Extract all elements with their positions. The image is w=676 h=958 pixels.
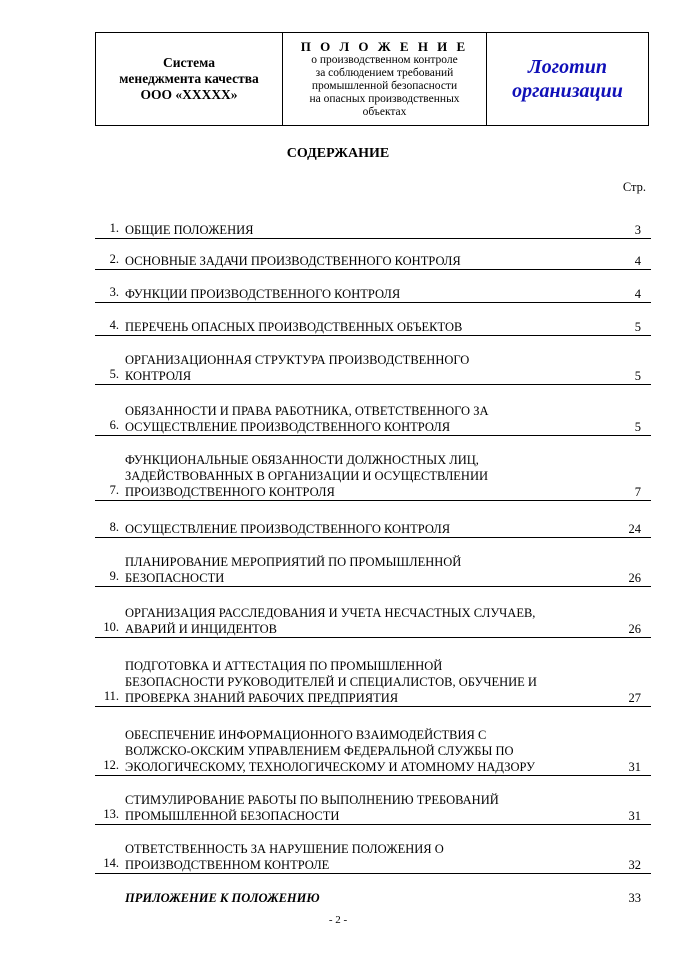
regulation-line-3: промышленной безопасности [311, 79, 458, 92]
logo-line-1: Логотип [528, 56, 607, 78]
toc-entry-title [125, 605, 621, 637]
logo-line-2: организации [512, 80, 623, 102]
toc-entry-title-line: ОСУЩЕСТВЛЕНИЕ ПРОИЗВОДСТВЕННОГО КОНТРОЛЯ [125, 522, 451, 536]
appendix-title: ПРИЛОЖЕНИЕ К ПОЛОЖЕНИЮ [125, 891, 320, 905]
toc-entry-number: 12. [103, 758, 119, 772]
toc-entry-page: 4 [634, 254, 641, 268]
toc-entry-number: 13. [103, 807, 119, 821]
toc-entry-title-line: ПРОИЗВОДСТВЕННОМ КОНТРОЛЕ [125, 858, 330, 872]
toc-entry-title-line: КОНТРОЛЯ [125, 369, 192, 383]
toc-entry-page: 32 [628, 858, 641, 872]
toc-entry-title [125, 727, 621, 775]
toc-entry-number: 8. [109, 520, 119, 534]
toc-entry-page: 26 [628, 571, 641, 585]
toc-entry [95, 792, 651, 825]
appendix-page: 33 [628, 891, 641, 905]
toc-entry [95, 222, 651, 239]
toc-entry [95, 727, 651, 776]
toc-entry-page: 5 [634, 320, 641, 334]
page-column-label: Стр. [622, 180, 646, 194]
toc-entry-number: 2. [109, 252, 119, 266]
toc-entry-title-line: ПРОИЗВОДСТВЕННОГО КОНТРОЛЯ [125, 485, 335, 499]
toc-entry-title-line: ФУНКЦИИ ПРОИЗВОДСТВЕННОГО КОНТРОЛЯ [125, 287, 401, 301]
page-number-footer: - 2 - [328, 914, 348, 926]
toc-entry-page: 4 [634, 287, 641, 301]
toc-entry-number: 14. [103, 856, 119, 870]
regulation-line-5: объектах [362, 105, 407, 118]
toc-entry-title-line: ПЛАНИРОВАНИЕ МЕРОПРИЯТИЙ ПО ПРОМЫШЛЕННОЙ [125, 555, 462, 569]
toc-entry-page: 5 [634, 420, 641, 434]
toc-entry-title-line: ОБЯЗАННОСТИ И ПРАВА РАБОТНИКА, ОТВЕТСТВЕННОГО ЗА [125, 404, 489, 418]
toc-entry-page: 31 [628, 809, 641, 823]
toc-entry-title-line: ОСУЩЕСТВЛЕНИЕ ПРОИЗВОДСТВЕННОГО КОНТРОЛЯ [125, 420, 451, 434]
toc-entry-title-line: АВАРИЙ И ИНЦИДЕНТОВ [125, 622, 278, 636]
toc-entry-title-line: БЕЗОПАСНОСТИ РУКОВОДИТЕЛЕЙ И СПЕЦИАЛИСТОВ, ОБУЧЕНИЕ И [125, 675, 537, 689]
toc-entry-number: 10. [103, 620, 119, 634]
toc-entry-number: 11. [103, 689, 119, 703]
toc-entry-title-line: ОБЕСПЕЧЕНИЕ ИНФОРМАЦИОННОГО ВЗАИМОДЕЙСТВИЯ С [125, 728, 487, 742]
toc-entry [95, 452, 651, 501]
toc-entry-title-line: ОБЩИЕ ПОЛОЖЕНИЯ [125, 223, 254, 237]
toc-entry [95, 253, 651, 270]
toc-appendix-entry [95, 890, 651, 906]
logo-cell [487, 33, 648, 125]
toc-entry [95, 352, 651, 385]
toc-entry-title [125, 792, 621, 824]
toc-entry [95, 521, 651, 538]
toc-entry-page: 31 [628, 760, 641, 774]
quality-system-cell [96, 33, 283, 125]
toc-entry-number: 3. [109, 285, 119, 299]
toc-entry-title-line: ОРГАНИЗАЦИОННАЯ СТРУКТУРА ПРОИЗВОДСТВЕННОГО [125, 353, 470, 367]
toc-entry-title-line: ПРОМЫШЛЕННОЙ БЕЗОПАСНОСТИ [125, 809, 340, 823]
regulation-line-1: о производственном контроле [311, 53, 458, 66]
toc-entry [95, 554, 651, 587]
toc-entry-title [125, 319, 621, 335]
contents-title: СОДЕРЖАНИЕ [286, 146, 390, 161]
qms-line-3: ООО «ХХХХХ» [140, 87, 238, 102]
toc-entry-number: 1. [109, 221, 119, 235]
toc-entry-title [125, 403, 621, 435]
toc-entry-title-line: ВОЛЖСКО-ОКСКИМ УПРАВЛЕНИЕМ ФЕДЕРАЛЬНОЙ СЛУЖБЫ ПО [125, 744, 514, 758]
toc-entry [95, 841, 651, 874]
qms-line-2: менеджмента качества [119, 71, 259, 86]
toc-entry-number: 5. [109, 367, 119, 381]
toc-entry-title [125, 841, 621, 873]
toc-entry-page: 5 [634, 369, 641, 383]
toc-entry-title [125, 521, 621, 537]
toc-entry [95, 403, 651, 436]
toc-entry-title-line: ОРГАНИЗАЦИЯ РАССЛЕДОВАНИЯ И УЧЕТА НЕСЧАСТНЫХ СЛУЧАЕВ, [125, 606, 536, 620]
toc-entry-title-line: БЕЗОПАСНОСТИ [125, 571, 225, 585]
toc-entry-page: 26 [628, 622, 641, 636]
toc-entry [95, 319, 651, 336]
toc-entry-title-line: ЗАДЕЙСТВОВАННЫХ В ОРГАНИЗАЦИИ И ОСУЩЕСТВЛЕНИИ [125, 469, 489, 483]
toc-entry-page: 27 [628, 691, 641, 705]
toc-entry-title [125, 286, 621, 302]
toc-entry-title-line: ЭКОЛОГИЧЕСКОМУ, ТЕХНОЛОГИЧЕСКОМУ И АТОМНОМУ НАДЗОРУ [125, 760, 536, 774]
toc-entry-title [125, 253, 621, 269]
toc-entry-title-line: СТИМУЛИРОВАНИЕ РАБОТЫ ПО ВЫПОЛНЕНИЮ ТРЕБОВАНИЙ [125, 793, 499, 807]
toc-entry-number: 4. [109, 318, 119, 332]
table-of-contents [95, 206, 651, 906]
toc-entry-title-line: ПОДГОТОВКА И АТТЕСТАЦИЯ ПО ПРОМЫШЛЕННОЙ [125, 659, 443, 673]
regulation-line-4: на опасных производственных [309, 92, 460, 105]
toc-entry-title [125, 452, 621, 500]
toc-entry-title-line: ФУНКЦИОНАЛЬНЫЕ ОБЯЗАННОСТИ ДОЛЖНОСТНЫХ ЛИЦ, [125, 453, 479, 467]
toc-entry-title-line: ПРОВЕРКА ЗНАНИЙ РАБОЧИХ ПРЕДПРИЯТИЯ [125, 691, 399, 705]
toc-entry-number: 6. [109, 418, 119, 432]
toc-entry-title-line: ОСНОВНЫЕ ЗАДАЧИ ПРОИЗВОДСТВЕННОГО КОНТРОЛЯ [125, 254, 461, 268]
regulation-title-cell [283, 33, 487, 125]
toc-entry [95, 658, 651, 707]
toc-entry-title [125, 658, 621, 706]
regulation-title: П О Л О Ж Е Н И Е [300, 38, 469, 54]
qms-line-1: Система [163, 55, 215, 70]
toc-entry-page: 7 [634, 485, 641, 499]
toc-entry [95, 605, 651, 638]
toc-entry-title-line: ПЕРЕЧЕНЬ ОПАСНЫХ ПРОИЗВОДСТВЕННЫХ ОБЪЕКТОВ [125, 320, 463, 334]
toc-entry-page: 3 [634, 223, 641, 237]
document-header-table [95, 32, 649, 126]
toc-entry-number: 9. [109, 569, 119, 583]
toc-entry-title [125, 222, 621, 238]
toc-entry-title [125, 554, 621, 586]
toc-entry-title [125, 352, 621, 384]
toc-entry [95, 286, 651, 303]
regulation-line-2: за соблюдением требований [315, 66, 454, 79]
toc-entry-number: 7. [109, 483, 119, 497]
toc-entry-page: 24 [628, 522, 641, 536]
toc-entry-title-line: ОТВЕТСТВЕННОСТЬ ЗА НАРУШЕНИЕ ПОЛОЖЕНИЯ О [125, 842, 444, 856]
